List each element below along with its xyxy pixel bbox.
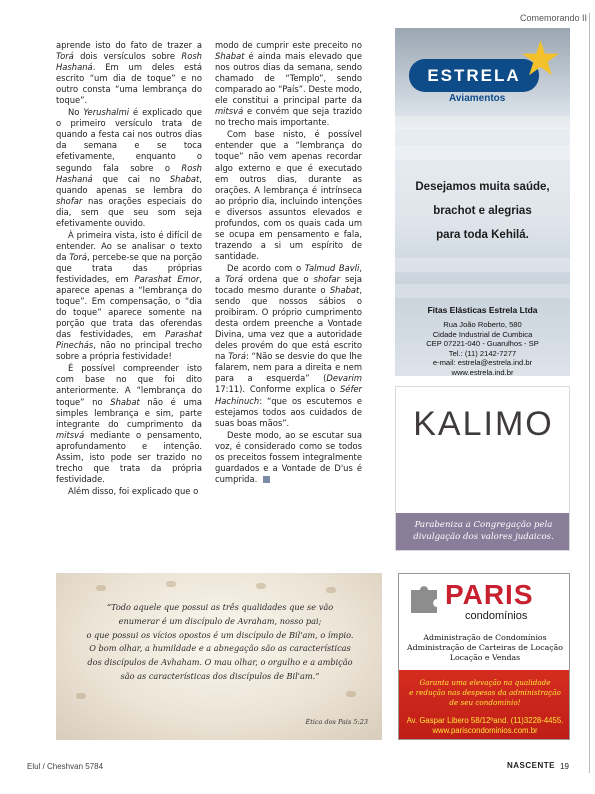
paris-ad[interactable]: [398, 573, 570, 740]
caption-line: Parabeniza a Congregação pela: [414, 520, 553, 530]
phone-line: Tel.: (11) 2142-7277: [448, 348, 517, 358]
paris-services: [399, 633, 570, 663]
footer-issue: Elul / Cheshvan 5784: [27, 762, 104, 771]
quote-line: enumerar é um discípulo de Avraham, nosso pai;: [118, 615, 322, 626]
estrela-message: [397, 175, 568, 247]
slogan-line: Garanta uma elevação na qualidade: [419, 678, 551, 687]
decor-light: [96, 585, 106, 591]
service-line: Administração de Carteiras de Locação: [407, 643, 563, 652]
address-line: Rua João Roberto, 580: [443, 320, 522, 329]
website-link[interactable]: www.estrela.ind.br: [451, 367, 514, 376]
decor-light: [166, 581, 176, 587]
decor-light: [326, 587, 336, 593]
estrela-ad[interactable]: [395, 28, 570, 376]
slogan-line: de seu condomínio!: [449, 698, 521, 707]
decor-band: [395, 258, 570, 272]
caption-line: divulgação dos valores judaicos.: [413, 532, 554, 542]
decor-light: [256, 583, 266, 589]
website-link[interactable]: www.pariscondominios.com.br: [432, 726, 538, 735]
article-paragraph: Com base nisto, é possível entender que a “lembrança do toque” não vem apenas recordar algo externo e que é executado em outros dias, durante as orações. A lembrança é intrínseca ao próprio dia, incluindo intenções e diversos assuntos elevados e profundos, com os quais cada um se ocupa em pensamento e fala, trazendo a si um espírito de santidade.: [215, 129, 362, 261]
estrela-message-line: para toda Kehilá.: [436, 229, 529, 241]
article-paragraph: É possível compreender isto com base no que foi dito anteriormente. A “lembrança do toque” no Shabat não é uma simples lembrança e sim, parte integrante do cumprimento da mitsvá mediante o pensamento, aprofundamento e intenção. Assim, isto pode ser trazido no trecho que trata da própria festividade.: [56, 363, 202, 484]
footer-brand: NASCENTE: [507, 761, 556, 770]
article-paragraph: No Yerushalmi é explicado que o primeiro versículo trata de quando a festa cai nos outros dias da semana e se toca efetivamente, enquanto o segundo fala sobre o Rosh Hashaná que cai no Shabat, quando apenas se lembra do shofar nas orações especiais do dia, sem que seu som seja efetivamente ouvido.: [56, 107, 202, 228]
estrela-logo: ESTRELA: [409, 59, 539, 92]
decor-light: [76, 693, 86, 699]
email-line[interactable]: e-mail: estrela@estrela.ind.br: [432, 358, 533, 367]
article-column-2: [215, 40, 362, 486]
quote-box: [56, 573, 382, 740]
service-line: Locação e Vendas: [449, 653, 521, 662]
quote-line: são as características dos discípulos de Bil'am.”: [120, 670, 320, 681]
article-paragraph: aprende isto do fato de trazer a Torá dois versículos sobre Rosh Hashaná. Em um deles está escrito “um dia de toque” e no outro consta “uma lembrança do toque”.: [56, 40, 202, 106]
decor-band: [395, 146, 570, 160]
article-column-1: [56, 40, 202, 498]
quote-text: [70, 601, 370, 684]
paris-sub: condomínios: [465, 610, 528, 622]
decor-light: [346, 691, 356, 697]
page-number: 19: [560, 762, 569, 771]
kalimo-logo: KALIMO: [413, 405, 554, 443]
paris-contact: [399, 716, 570, 736]
margin-rule: [589, 13, 590, 773]
estrela-address: [395, 320, 570, 376]
quote-source: Ética dos Pais 5:23: [305, 718, 368, 726]
slogan-line: e redução nas despesas da administração: [409, 688, 561, 697]
quote-line: “Todo aquele que possui as três qualidades que se vão: [106, 602, 334, 612]
estrela-message-line: Desejamos muita saúde,: [415, 181, 550, 193]
paris-slogan: [399, 678, 570, 708]
contact-address: Av. Gaspar Libero 58/12ºand. (11)3228-4455.: [406, 716, 564, 725]
quote-line: dos discípulos de Avhaham. O mau olhar, o orgulho e a ambição: [87, 657, 353, 668]
article-paragraph: De acordo com o Talmud Bavli, a Torá ordena que o shofar seja tocado mesmo durante o Shabat, sendo que nossos sábios o proibiram. O próprio cumprimento desta ordem preenche a Vontade Divina, uma vez que a autoridade deles provém do que está escrito na Torá: “Não se desvie do que lhe falarem, nem para a direita e nem para a esquerda” (Devarim 17:11). Conforme explica o Séfer Hachinuch: “que os escutemos e estejamos todos aos cuidados de suas boas mãos”.: [215, 262, 363, 428]
kalimo-caption: [396, 513, 570, 551]
article-paragraph: Além disso, foi explicado que o: [68, 485, 199, 496]
puzzle-icon: [407, 582, 441, 616]
service-line: Administração de Condomínios: [423, 633, 547, 642]
article-paragraph: À primeira vista, isto é difícil de entender. Ao se analisar o texto da Torá, percebe-se que na porção que trata das próprias festividades, em Parashat Emor, aparece apenas a “lembrança do toque”. Em compensação, o “dia do toque” aparece somente na porção que trata das oferendas das festividades, em Parashat Pinechás, não no principal trecho sobre a própria festividade!: [56, 229, 202, 362]
estrela-message-line: brachot e alegrias: [433, 205, 532, 217]
paris-logo: PARIS: [445, 579, 534, 610]
decor-band: [395, 284, 570, 298]
address-line: Cidade Industrial de Cumbica: [432, 329, 533, 339]
article-paragraph: modo de cumprir este preceito no Shabat é ainda mais elevado que nos outros dias da semana, sendo chamado de “Templo”, sendo comparado ao “País”. Deste modo, ele constitui a principal parte da mitsvá e convém que seja trazido no trecho mais importante.: [215, 40, 362, 128]
decor-band: [395, 116, 570, 130]
star-icon: ★: [519, 33, 563, 86]
quote-line: o que possui os vícios opostos é um discípulo de Bil'am, o ímpio.: [86, 629, 354, 640]
section-title: Comemorando II: [519, 13, 587, 23]
estrela-company: Fitas Elásticas Estrela Ltda: [427, 305, 538, 315]
end-mark-icon: [263, 476, 270, 483]
quote-line: O bom olhar, a humildade e a abnegação são as características: [89, 643, 351, 654]
address-line: CEP 07221-040 - Guarulhos - SP: [426, 339, 539, 348]
estrela-tagline: Aviamentos: [449, 93, 506, 104]
article-paragraph: Deste modo, ao se escutar sua voz, é considerado como se todos os preceitos fossem integralmente guardados e a Vontade de D'us é cumprida.: [215, 429, 362, 484]
kalimo-ad[interactable]: [395, 386, 570, 551]
paris-red-panel: [399, 670, 570, 740]
